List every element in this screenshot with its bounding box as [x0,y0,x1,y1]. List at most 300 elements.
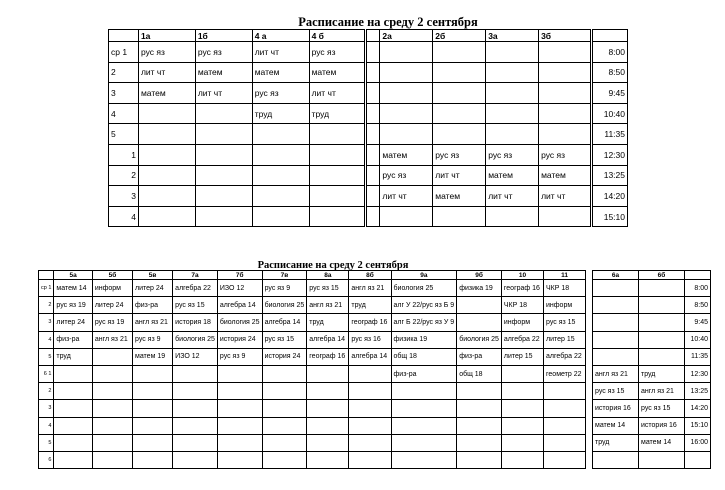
column-header: 5б [92,271,132,280]
row-label: 5 [39,348,54,365]
table-row [593,434,711,451]
lesson-cell [433,103,486,124]
lesson-cell: матем [380,144,433,165]
table-row [593,383,711,400]
row-label: 5 [109,124,139,145]
lesson-cell [173,434,218,451]
lesson-cell [133,365,173,382]
lesson-cell [133,434,173,451]
row-label: 3 [39,314,54,331]
lesson-cell [138,144,195,165]
lesson-cell [380,42,433,63]
lesson-cell: рус яз 19 [92,314,132,331]
lesson-cell: рус яз 15 [307,280,349,297]
lesson-cell [54,365,92,382]
lesson-cell [349,365,391,382]
lesson-cell: рус яз [195,42,252,63]
lesson-cell [366,124,380,145]
column-header [109,30,139,42]
lesson-cell: матем [309,62,366,83]
table-row [109,124,628,145]
table-row [39,434,586,451]
table-row [109,144,628,165]
lesson-cell: матем 14 [639,434,685,451]
lesson-cell: рус яз 9 [262,280,307,297]
lesson-cell [380,103,433,124]
lesson-cell [486,124,539,145]
lesson-cell [366,165,380,186]
lesson-cell [539,83,592,104]
column-header: 9б [457,271,502,280]
lesson-cell [252,186,309,207]
lesson-cell [539,42,592,63]
lesson-cell: рус яз 9 [217,348,262,365]
lesson-cell: англ яз 21 [639,383,685,400]
lesson-cell [380,206,433,227]
row-label: 4 [39,417,54,434]
lesson-cell: рус яз [252,83,309,104]
lesson-cell [639,331,685,348]
lesson-cell: алгебра 14 [307,331,349,348]
lesson-cell [391,417,457,434]
lesson-cell [349,400,391,417]
table-row [39,400,586,417]
lesson-cell [486,62,539,83]
time-cell: 10:40 [685,331,711,348]
lesson-cell: литер 15 [501,348,543,365]
lesson-cell [173,417,218,434]
lesson-cell: алгебра 14 [262,314,307,331]
lesson-cell: труд [639,365,685,382]
row-label: 1 [109,144,139,165]
table-row [109,165,628,186]
lesson-cell [457,451,502,468]
lesson-cell [433,83,486,104]
column-header: 11 [544,271,586,280]
lesson-cell [457,314,502,331]
lesson-cell: рус яз 15 [639,400,685,417]
lesson-cell: рус яз [138,42,195,63]
table-row [39,331,586,348]
lesson-cell [349,383,391,400]
lesson-cell: матем [138,83,195,104]
lesson-cell: алгебра 14 [349,348,391,365]
lesson-cell [307,365,349,382]
lesson-cell: лит чт [539,186,592,207]
lesson-cell: лит чт [380,186,433,207]
column-header: 10 [501,271,543,280]
lesson-cell: матем 14 [593,417,639,434]
lesson-cell [380,83,433,104]
lesson-cell [433,124,486,145]
lesson-cell [539,103,592,124]
table-row [109,42,628,63]
column-header: 1а [138,30,195,42]
lesson-cell [366,62,380,83]
lesson-cell [349,417,391,434]
lesson-cell: рус яз [380,165,433,186]
lesson-cell: географ 16 [349,314,391,331]
lesson-cell: рус яз [433,144,486,165]
time-cell: 10:40 [591,103,627,124]
lesson-cell [391,383,457,400]
lesson-cell: лит чт [433,165,486,186]
time-cell: 12:30 [591,144,627,165]
time-cell: 8:00 [685,280,711,297]
lesson-cell: физ-ра [457,348,502,365]
row-label: 6 1 [39,365,54,382]
lesson-cell: алг Б 22/рус яз У 9 [391,314,457,331]
lesson-cell: рус яз 16 [349,331,391,348]
lesson-cell [307,451,349,468]
lesson-cell [391,434,457,451]
lesson-cell [309,144,366,165]
table-row [109,206,628,227]
lesson-cell [457,400,502,417]
lesson-cell [380,124,433,145]
time-cell: 13:25 [591,165,627,186]
sheet-title: Расписание на среду 2 сентября [257,260,409,271]
lesson-cell [138,103,195,124]
schedule-sheet-grades-1-4 [108,14,628,244]
row-label: 6 [39,451,54,468]
lesson-cell [217,365,262,382]
column-header: 6а [593,271,639,280]
table-row [593,297,711,314]
table-row [593,400,711,417]
lesson-cell: история 24 [262,348,307,365]
lesson-cell [195,144,252,165]
lesson-cell: литер 24 [54,314,92,331]
lesson-cell [391,451,457,468]
lesson-cell [366,42,380,63]
table-row [39,365,586,382]
lesson-cell [457,417,502,434]
table-row [109,103,628,124]
column-header [685,271,711,280]
table-row [39,348,586,365]
lesson-cell [262,383,307,400]
table-row [593,417,711,434]
lesson-cell [639,297,685,314]
column-header: 9а [391,271,457,280]
column-header [366,30,380,42]
lesson-cell [262,400,307,417]
lesson-cell [217,400,262,417]
column-header: 7в [262,271,307,280]
lesson-cell [544,417,586,434]
table-row [593,331,711,348]
lesson-cell: труд [349,297,391,314]
lesson-cell [217,434,262,451]
lesson-cell [486,42,539,63]
lesson-cell [309,186,366,207]
lesson-cell [593,451,639,468]
table-row [593,365,711,382]
sheet-title: Расписание на среду 2 сентября [298,15,478,29]
lesson-cell [217,383,262,400]
lesson-cell: литер 15 [544,331,586,348]
lesson-cell [366,144,380,165]
lesson-cell [173,383,218,400]
lesson-cell: ИЗО 12 [173,348,218,365]
row-label: 2 [39,297,54,314]
time-cell: 15:10 [591,206,627,227]
row-label: 2 [109,62,139,83]
time-cell: 11:35 [591,124,627,145]
lesson-cell: история 18 [173,314,218,331]
table-row [39,314,586,331]
time-cell: 14:20 [591,186,627,207]
lesson-cell: геометр 22 [544,365,586,382]
time-cell: 14:20 [685,400,711,417]
time-cell: 8:00 [591,42,627,63]
row-label: 3 [109,83,139,104]
lesson-cell [195,206,252,227]
lesson-cell: биология 25 [391,280,457,297]
lesson-cell [92,417,132,434]
lesson-cell: биология 25 [457,331,502,348]
column-header: 1б [195,30,252,42]
lesson-cell [252,124,309,145]
lesson-cell [539,62,592,83]
lesson-cell [486,103,539,124]
lesson-cell [486,206,539,227]
lesson-cell: рус яз [486,144,539,165]
time-cell: 12:30 [685,365,711,382]
lesson-cell [54,383,92,400]
lesson-cell: история 16 [593,400,639,417]
table-row [39,280,586,297]
lesson-cell [501,400,543,417]
lesson-cell: информ [501,314,543,331]
lesson-cell [307,417,349,434]
column-header: 7б [217,271,262,280]
lesson-cell [262,417,307,434]
lesson-cell: алгебра 22 [544,348,586,365]
lesson-cell: рус яз 15 [593,383,639,400]
lesson-cell: рус яз 15 [173,297,218,314]
schedule-sheet-grades-5-11 [38,260,586,478]
lesson-cell [501,434,543,451]
lesson-cell: матем [252,62,309,83]
time-cell: 15:10 [685,417,711,434]
lesson-cell [349,451,391,468]
column-header: 3б [539,30,592,42]
table-row [39,383,586,400]
lesson-cell [252,206,309,227]
lesson-cell: рус яз 19 [54,297,92,314]
lesson-cell [307,383,349,400]
lesson-cell [92,348,132,365]
lesson-cell: труд [54,348,92,365]
lesson-cell [639,451,685,468]
lesson-cell [486,83,539,104]
row-label: 3 [39,400,54,417]
row-label: 4 [109,103,139,124]
lesson-cell [195,103,252,124]
lesson-cell: рус яз [309,42,366,63]
column-header: 2б [433,30,486,42]
lesson-cell [457,297,502,314]
lesson-cell [133,451,173,468]
lesson-cell: физика 19 [391,331,457,348]
time-cell: 11:35 [685,348,711,365]
lesson-cell: рус яз 9 [133,331,173,348]
lesson-cell [366,83,380,104]
lesson-cell [92,434,132,451]
table-row [39,451,586,468]
table-row [109,186,628,207]
lesson-cell [173,451,218,468]
lesson-cell [544,400,586,417]
table-row [109,83,628,104]
table-row [593,451,711,468]
schedule-table-secondary [38,270,586,469]
time-cell: 8:50 [685,297,711,314]
lesson-cell [380,62,433,83]
lesson-cell [173,365,218,382]
lesson-cell: информ [92,280,132,297]
lesson-cell: лит чт [195,83,252,104]
lesson-cell: матем [486,165,539,186]
lesson-cell: матем 19 [133,348,173,365]
schedule-sheet-grade-6 [592,260,712,478]
lesson-cell [593,280,639,297]
lesson-cell [262,451,307,468]
time-cell: 8:50 [591,62,627,83]
lesson-cell [501,365,543,382]
lesson-cell: труд [593,434,639,451]
lesson-cell [54,417,92,434]
lesson-cell: труд [307,314,349,331]
lesson-cell [138,124,195,145]
column-header: 2а [380,30,433,42]
lesson-cell: труд [309,103,366,124]
column-header: 4 а [252,30,309,42]
time-cell: 13:25 [685,383,711,400]
lesson-cell: литер 24 [133,280,173,297]
time-cell: 9:45 [591,83,627,104]
lesson-cell: рус яз 15 [544,314,586,331]
lesson-cell [544,383,586,400]
schedule-table-primary [108,29,628,227]
lesson-cell [366,186,380,207]
lesson-cell [92,451,132,468]
lesson-cell [138,165,195,186]
lesson-cell [262,434,307,451]
column-header [39,271,54,280]
lesson-cell [252,165,309,186]
lesson-cell: англ яз 21 [92,331,132,348]
row-label: 2 [109,165,139,186]
header-row [109,30,628,42]
lesson-cell: ЧКР 18 [544,280,586,297]
lesson-cell [54,400,92,417]
column-header: 6б [639,271,685,280]
lesson-cell: информ [544,297,586,314]
lesson-cell: биология 25 [217,314,262,331]
lesson-cell: англ яз 21 [133,314,173,331]
schedule-table-grade-6 [592,270,711,469]
column-header [591,30,627,42]
lesson-cell [544,451,586,468]
lesson-cell: матем [195,62,252,83]
lesson-cell [262,365,307,382]
lesson-cell [433,62,486,83]
lesson-cell [54,434,92,451]
row-label: ср 1 [109,42,139,63]
time-cell: 16:00 [685,434,711,451]
lesson-cell: матем 14 [54,280,92,297]
lesson-cell: географ 16 [501,280,543,297]
lesson-cell [593,348,639,365]
lesson-cell: матем [433,186,486,207]
lesson-cell [593,314,639,331]
column-header: 8б [349,271,391,280]
lesson-cell: лит чт [138,62,195,83]
lesson-cell: физика 19 [457,280,502,297]
lesson-cell [366,206,380,227]
lesson-cell [217,417,262,434]
lesson-cell [593,297,639,314]
lesson-cell [309,206,366,227]
lesson-cell [309,124,366,145]
row-label: 5 [39,434,54,451]
table-row [593,314,711,331]
row-label: 4 [109,206,139,227]
lesson-cell [366,103,380,124]
lesson-cell [639,314,685,331]
time-cell: 9:45 [685,314,711,331]
lesson-cell [349,434,391,451]
lesson-cell: рус яз [539,144,592,165]
lesson-cell [639,348,685,365]
row-label: 2 [39,383,54,400]
lesson-cell: труд [252,103,309,124]
lesson-cell: история 24 [217,331,262,348]
lesson-cell: англ яз 21 [307,297,349,314]
lesson-cell [639,280,685,297]
lesson-cell: ЧКР 18 [501,297,543,314]
header-row [593,271,711,280]
lesson-cell: алг У 22/рус яз Б 9 [391,297,457,314]
lesson-cell [501,451,543,468]
row-label: 3 [109,186,139,207]
lesson-cell: алгебра 14 [217,297,262,314]
table-row [593,348,711,365]
lesson-cell: биология 25 [262,297,307,314]
lesson-cell [92,365,132,382]
lesson-cell [433,206,486,227]
lesson-cell [195,186,252,207]
lesson-cell [593,331,639,348]
lesson-cell: англ яз 21 [349,280,391,297]
table-row [39,297,586,314]
lesson-cell: лит чт [252,42,309,63]
lesson-cell: история 16 [639,417,685,434]
lesson-cell [307,400,349,417]
lesson-cell: физ-ра [391,365,457,382]
lesson-cell [433,42,486,63]
time-cell [685,451,711,468]
row-label: 4 [39,331,54,348]
lesson-cell [195,124,252,145]
lesson-cell [133,383,173,400]
lesson-cell [92,400,132,417]
table-row [39,417,586,434]
lesson-cell [138,206,195,227]
